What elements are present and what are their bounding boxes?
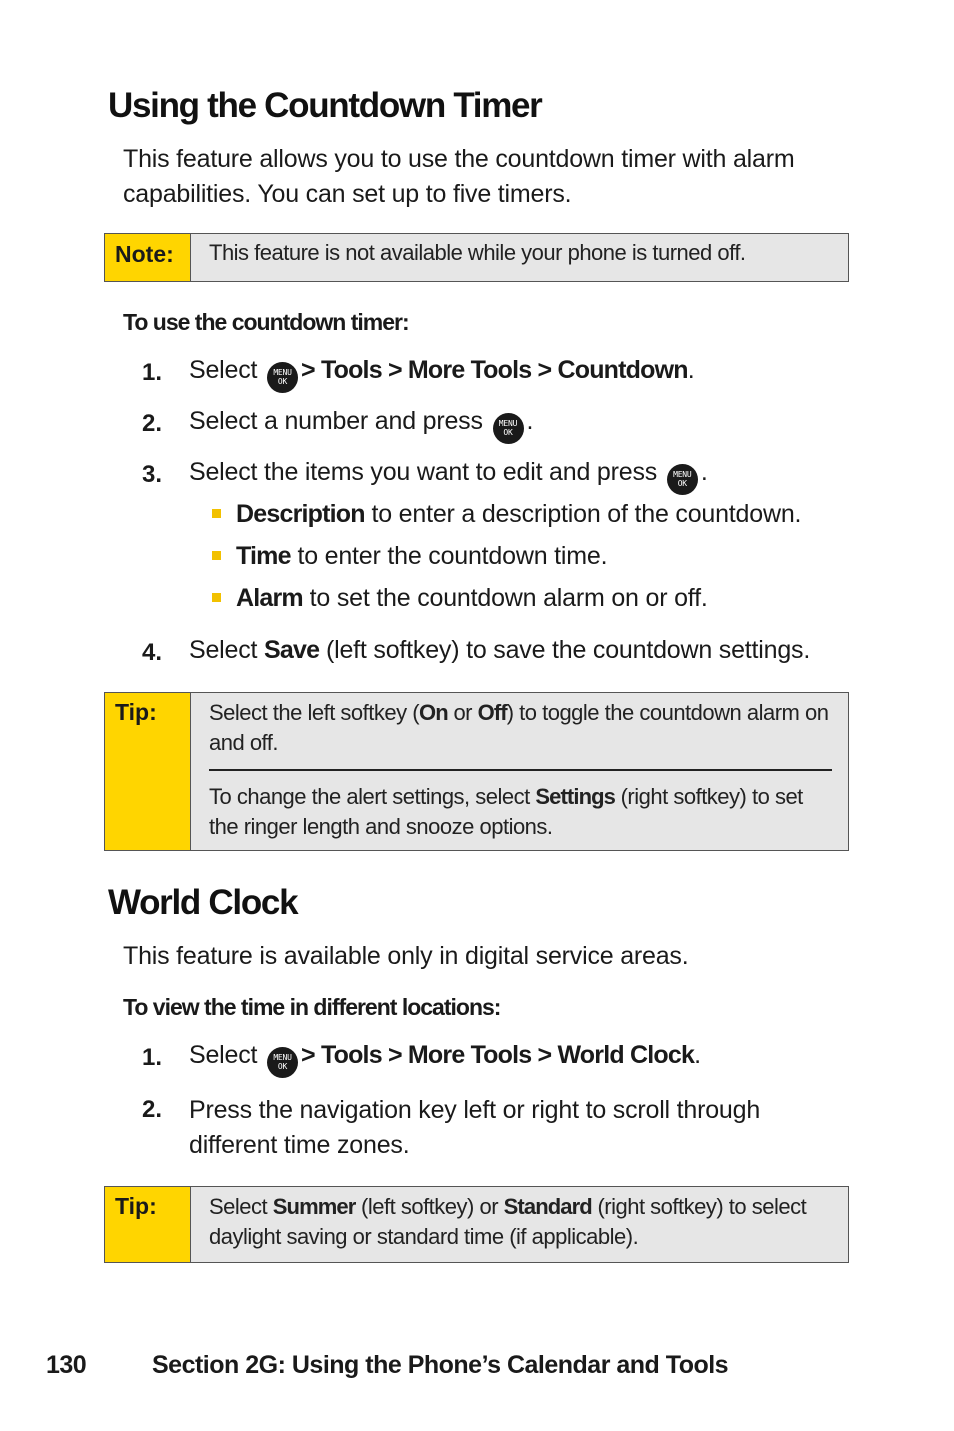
step-number: 4. (142, 639, 163, 666)
note-text: This feature is not available while your phone is turned off. (209, 240, 746, 265)
footer-section-title: Section 2G: Using the Phone’s Calendar and Tools (152, 1351, 729, 1379)
world-clock-intro: This feature is available only in digital service areas. (123, 942, 689, 970)
step-number: 3. (142, 461, 163, 488)
step-text: Select a number and press (189, 407, 483, 435)
step-3: Select the items you want to edit and press MENU OK . (189, 458, 708, 495)
bullet-item: Time to enter the countdown time. (212, 542, 607, 571)
tip-text: Select Summer (left softkey) or Standard (right softkey) to select daylight saving or standard time (if applicable). (209, 1194, 807, 1249)
menu-ok-key-icon: MENU OK (267, 362, 298, 393)
tip-label: Tip: (105, 1187, 191, 1262)
step-text: Select (189, 356, 258, 384)
page-number: 130 (46, 1351, 87, 1379)
bullet-square-icon (212, 593, 221, 602)
step-1: Select MENU OK > Tools > More Tools > World Clock. (189, 1041, 701, 1078)
note-box (104, 233, 849, 282)
menu-ok-key-icon: MENU OK (493, 413, 524, 444)
step-1: Select MENU OK > Tools > More Tools > Countdown. (189, 356, 694, 393)
step-4: Select Save (left softkey) to save the countdown settings. (189, 636, 811, 664)
tip-box-world-clock (104, 1186, 849, 1263)
bullet-square-icon (212, 509, 221, 518)
step-2: Select a number and press MENU OK . (189, 407, 533, 444)
countdown-subheading: To use the countdown timer: (123, 309, 409, 335)
menu-ok-key-icon: MENU OK (267, 1047, 298, 1078)
step-number: 2. (142, 1096, 163, 1123)
tip-box-countdown (104, 692, 849, 851)
tip-text: Select the left softkey (On or Off) to toggle the countdown alarm on and off. (209, 700, 829, 755)
step-text: Select the items you want to edit and press (189, 458, 658, 486)
bullet-item: Alarm to set the countdown alarm on or off. (212, 584, 708, 613)
tip-label: Tip: (105, 693, 191, 850)
step-number: 2. (142, 410, 163, 437)
step-2: Press the navigation key left or right to scroll through different time zones. (189, 1096, 761, 1159)
section-heading-world-clock: World Clock (108, 883, 298, 922)
world-clock-subheading: To view the time in different locations: (123, 994, 501, 1020)
menu-ok-key-icon: MENU OK (667, 464, 698, 495)
countdown-intro: This feature allows you to use the countdown timer with alarm capabilities. You can set up to five timers. (123, 145, 795, 208)
step-number: 1. (142, 1044, 163, 1071)
tip-divider (209, 769, 832, 771)
tip-text: To change the alert settings, select Settings (right softkey) to set the ringer length and snooze options. (209, 784, 803, 839)
note-label: Note: (105, 234, 191, 281)
menu-path: > Tools > More Tools > World Clock (301, 1041, 695, 1069)
bullet-item: Description to enter a description of the countdown. (212, 500, 801, 529)
bullet-square-icon (212, 551, 221, 560)
section-heading-countdown: Using the Countdown Timer (108, 86, 542, 125)
step-number: 1. (142, 359, 163, 386)
menu-path: > Tools > More Tools > Countdown (301, 356, 688, 384)
